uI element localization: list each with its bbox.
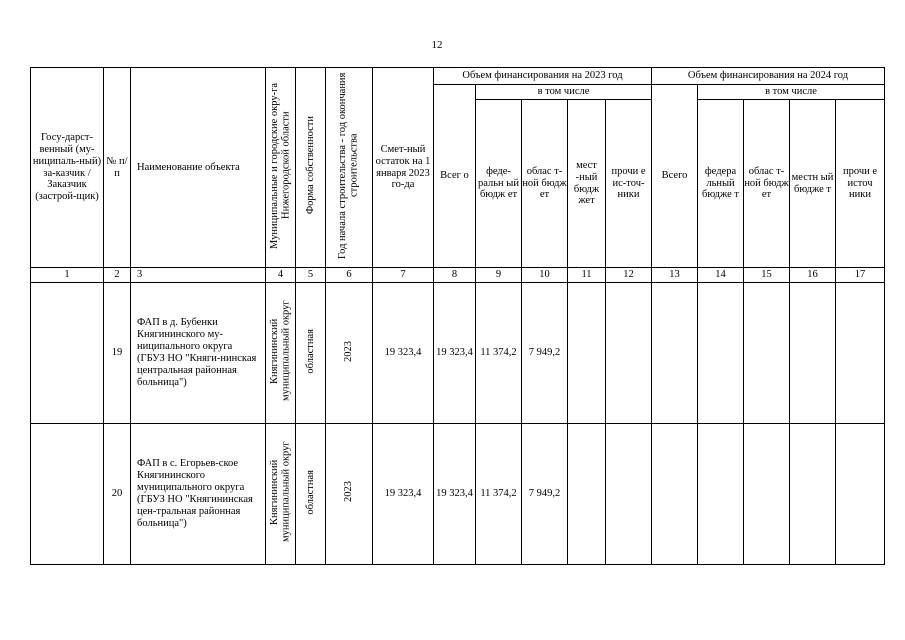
header-total-2024: Всего	[652, 85, 698, 268]
header-customer: Госу-дарст-венный (му-ниципаль-ный) за-казчик / Заказчик (застрой-щик)	[31, 68, 104, 268]
row-local-2023	[568, 283, 606, 424]
row-object-name: ФАП в д. Бубенки Княгининского му-ниципального округа (ГБУЗ НО "Княги-нинская центральная районная больница")	[131, 283, 266, 424]
col-number: 14	[698, 268, 744, 283]
row-total-2024	[652, 423, 698, 564]
col-number: 7	[373, 268, 434, 283]
row-ownership: областная	[296, 423, 326, 564]
row-regional-2024	[744, 423, 790, 564]
row-federal-2024	[698, 423, 744, 564]
header-years: Год начала строительства - год окончания строительства	[326, 68, 373, 268]
row-remainder: 19 323,4	[373, 283, 434, 424]
row-other-2024	[836, 283, 885, 424]
col-number: 8	[434, 268, 476, 283]
row-total-2024	[652, 283, 698, 424]
row-federal-2024	[698, 283, 744, 424]
row-num: 19	[104, 283, 131, 424]
header-row-1	[31, 68, 885, 85]
col-number: 11	[568, 268, 606, 283]
table-row	[31, 423, 885, 564]
funding-table	[30, 67, 885, 565]
row-object-name: ФАП в с. Егорьев-ское Княгининского муниципального округа (ГБУЗ НО "Княгининская цен-тральная районная больница")	[131, 423, 266, 564]
column-number-row	[31, 268, 885, 283]
col-number: 9	[476, 268, 522, 283]
row-local-2024	[790, 423, 836, 564]
row-other-2023	[606, 423, 652, 564]
row-customer	[31, 423, 104, 564]
header-federal-2024: федера льный бюдже т	[698, 100, 744, 268]
row-other-2024	[836, 423, 885, 564]
row-regional-2023: 7 949,2	[522, 283, 568, 424]
row-customer	[31, 283, 104, 424]
header-funding-2024: Объем финансирования на 2024 год	[652, 68, 885, 85]
header-regional-2024: облас т-ной бюдж ет	[744, 100, 790, 268]
col-number: 4	[266, 268, 296, 283]
row-other-2023	[606, 283, 652, 424]
row-total-2023: 19 323,4	[434, 283, 476, 424]
row-municipality: Княгининский муниципальный округ	[266, 283, 296, 424]
row-years: 2023	[326, 423, 373, 564]
row-local-2023	[568, 423, 606, 564]
row-regional-2024	[744, 283, 790, 424]
header-funding-2023: Объем финансирования на 2023 год	[434, 68, 652, 85]
header-local-2024: местн ый бюдже т	[790, 100, 836, 268]
col-number: 6	[326, 268, 373, 283]
row-federal-2023: 11 374,2	[476, 423, 522, 564]
header-regional-2023: облас т-ной бюдж ет	[522, 100, 568, 268]
header-local-2023: мест -ный бюдж жет	[568, 100, 606, 268]
header-num: № п/п	[104, 68, 131, 268]
col-number: 10	[522, 268, 568, 283]
col-number: 1	[31, 268, 104, 283]
col-number: 12	[606, 268, 652, 283]
header-name: Наименование объекта	[131, 68, 266, 268]
col-number: 5	[296, 268, 326, 283]
row-remainder: 19 323,4	[373, 423, 434, 564]
header-incl-2023: в том числе	[476, 85, 652, 100]
row-regional-2023: 7 949,2	[522, 423, 568, 564]
col-number: 15	[744, 268, 790, 283]
col-number: 2	[104, 268, 131, 283]
row-federal-2023: 11 374,2	[476, 283, 522, 424]
table-row	[31, 283, 885, 424]
row-local-2024	[790, 283, 836, 424]
row-ownership: областная	[296, 283, 326, 424]
page-number: 12	[431, 39, 443, 51]
col-number: 16	[790, 268, 836, 283]
col-number: 3	[131, 268, 266, 283]
col-number: 13	[652, 268, 698, 283]
col-number: 17	[836, 268, 885, 283]
header-total-2023: Всег о	[434, 85, 476, 268]
row-municipality: Княгининский муниципальный округ	[266, 423, 296, 564]
header-municipality: Муниципальные и городские окру-га Нижегородской области	[266, 68, 296, 268]
header-incl-2024: в том числе	[698, 85, 885, 100]
header-ownership: Форма собственности	[296, 68, 326, 268]
header-federal-2023: феде-ральн ый бюдж ет	[476, 100, 522, 268]
header-remainder: Смет-ный остаток на 1 января 2023 го-да	[373, 68, 434, 268]
row-num: 20	[104, 423, 131, 564]
header-other-2024: прочи е источ ники	[836, 100, 885, 268]
header-other-2023: прочи е ис-точ-ники	[606, 100, 652, 268]
row-total-2023: 19 323,4	[434, 423, 476, 564]
row-years: 2023	[326, 283, 373, 424]
